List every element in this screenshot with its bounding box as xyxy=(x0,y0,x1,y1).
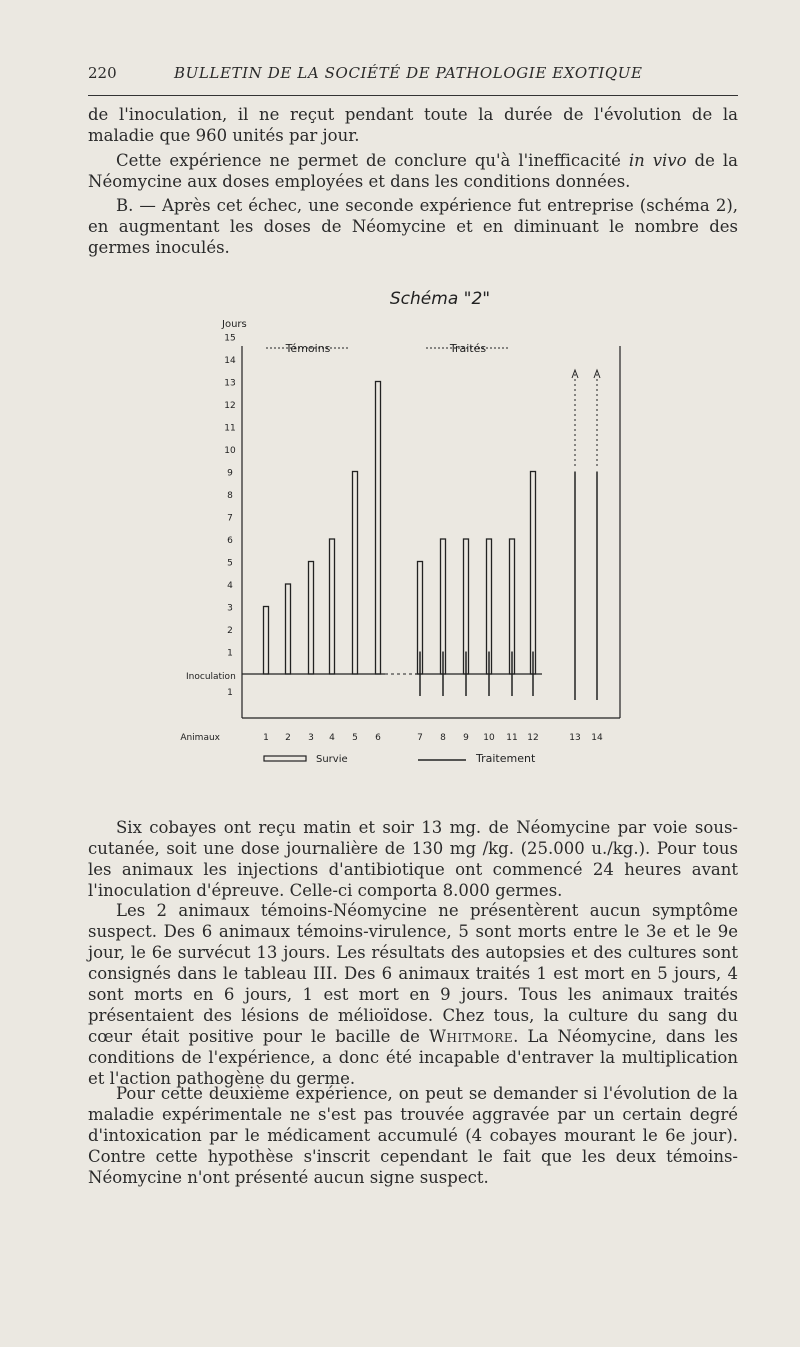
group-label-temoins: Témoins xyxy=(285,342,331,355)
y-tick-label: 3 xyxy=(227,603,233,614)
x-tick-label: 4 xyxy=(329,733,335,743)
x-tick-label: 10 xyxy=(483,733,495,743)
bar-animal-5 xyxy=(353,472,358,675)
y-tick-label: 13 xyxy=(224,378,236,389)
legend-label-traitement: Traitement xyxy=(476,752,536,765)
legend-symbol-survie xyxy=(264,756,306,761)
schema-2-chart xyxy=(180,280,640,780)
bar-animal-2 xyxy=(286,584,291,674)
bar-animal-12 xyxy=(531,472,536,675)
y-tick-label: 12 xyxy=(224,401,236,411)
y-tick-label: 15 xyxy=(224,333,236,344)
x-tick-label: 11 xyxy=(506,733,518,743)
paragraph-5 xyxy=(88,900,738,1089)
inoculation-label: Inoculation xyxy=(186,672,236,682)
page-header xyxy=(88,62,738,88)
x-axis-label: Animaux xyxy=(180,733,220,743)
paragraph-5-small-caps: Whitmore xyxy=(429,1027,514,1046)
x-tick-label: 2 xyxy=(285,733,291,743)
paragraph-5-part-a: Les 2 animaux témoins-Néomycine ne présentèrent aucun symptôme suspect. Des 6 animaux témoins-virulence, 5 sont morts entre le 3e et le 9e jour, le 6e survécut 13 jours. Les résultats des autopsies et des cultures sont consignés dans le tableau III. Des 6 animaux traités 1 est mort en 5 jours, 4 sont morts en 6 jours, 1 est mort en 9 jours. Tous les animaux traités présentaient des lésions de mélioïdose. Chez tous, la culture du sang du cœur était positive pour le bacille de xyxy=(88,901,738,1046)
x-tick-label: 1 xyxy=(263,733,269,743)
y-tick-label: 11 xyxy=(224,423,236,434)
y-tick-label: 6 xyxy=(227,536,233,546)
x-tick-label: 12 xyxy=(527,733,539,743)
y-tick-label: 1 xyxy=(227,688,233,698)
paragraph-1: de l'inoculation, il ne reçut pendant toute la durée de l'évolution de la maladie que 960 unités par jour. xyxy=(88,105,738,145)
bar-animal-6 xyxy=(376,382,381,675)
page-number: 220 xyxy=(88,64,117,82)
x-tick-label: 14 xyxy=(591,733,603,743)
chart-svg xyxy=(180,280,640,780)
y-tick-label: 2 xyxy=(227,626,233,636)
y-tick-label: 1 xyxy=(227,648,233,659)
running-title: BULLETIN DE LA SOCIÉTÉ DE PATHOLOGIE EXOTIQUE xyxy=(174,64,643,82)
paragraph-2 xyxy=(88,150,738,192)
y-tick-label: 5 xyxy=(227,558,233,569)
y-tick-label: 10 xyxy=(224,446,236,456)
y-tick-label: 7 xyxy=(227,513,233,524)
y-axis-label: Jours xyxy=(222,319,247,330)
x-tick-label: 8 xyxy=(440,733,446,743)
x-tick-label: 6 xyxy=(375,733,381,743)
y-tick-label: 8 xyxy=(227,491,233,501)
x-tick-label: 3 xyxy=(308,733,314,743)
paragraph-2-part-b: de la Néomycine aux doses employées et dans les conditions données. xyxy=(88,151,738,191)
paragraph-6: Pour cette deuxième expérience, on peut se demander si l'évolution de la maladie expérimentale ne s'est pas trouvée aggravée par un certain degré d'intoxication par le médicament accumulé (4 cobayes mourant le 6e jour). Contre cette hypothèse s'inscrit cependant le fait que les deux témoins-Néomycine n'ont présenté aucun signe suspect. xyxy=(88,1084,738,1187)
paragraph-2-part-a: Cette expérience ne permet de conclure qu'à l'inefficacité xyxy=(116,151,629,170)
bar-animal-1 xyxy=(264,607,269,675)
x-tick-label: 7 xyxy=(417,733,423,743)
y-tick-label: 9 xyxy=(227,468,233,479)
x-tick-label: 13 xyxy=(569,733,581,743)
paragraph-4: Six cobayes ont reçu matin et soir 13 mg. de Néomycine par voie sous-cutanée, soit une dose journalière de 130 mg /kg. (25.000 u./kg.). Pour tous les animaux les injections d'antibiotique ont commencé 24 heures avant l'inoculation d'épreuve. Celle-ci comporta 8.000 germes. xyxy=(88,818,738,900)
bar-animal-4 xyxy=(330,539,335,674)
bar-animal-3 xyxy=(309,562,314,675)
legend-label-survie: Survie xyxy=(316,754,348,765)
y-tick-label: 14 xyxy=(224,356,236,366)
paragraph-5-part-b: . La Néomycine, dans les conditions de l'expérience, a donc été incapable d'entraver la multiplication et l'action pathogène du germe. xyxy=(88,1027,738,1088)
x-tick-label: 5 xyxy=(352,733,358,743)
y-tick-label: 4 xyxy=(227,581,233,591)
header-rule xyxy=(88,95,738,96)
paragraph-3: B. — Après cet échec, une seconde expérience fut entreprise (schéma 2), en augmentant les doses de Néomycine et en diminuant le nombre des germes inoculés. xyxy=(88,196,738,257)
x-tick-label: 9 xyxy=(463,733,469,743)
paragraph-2-emphasis: in vivo xyxy=(628,151,687,170)
group-label-traites: Traités xyxy=(449,342,487,355)
chart-title: Schéma "2" xyxy=(389,289,491,309)
